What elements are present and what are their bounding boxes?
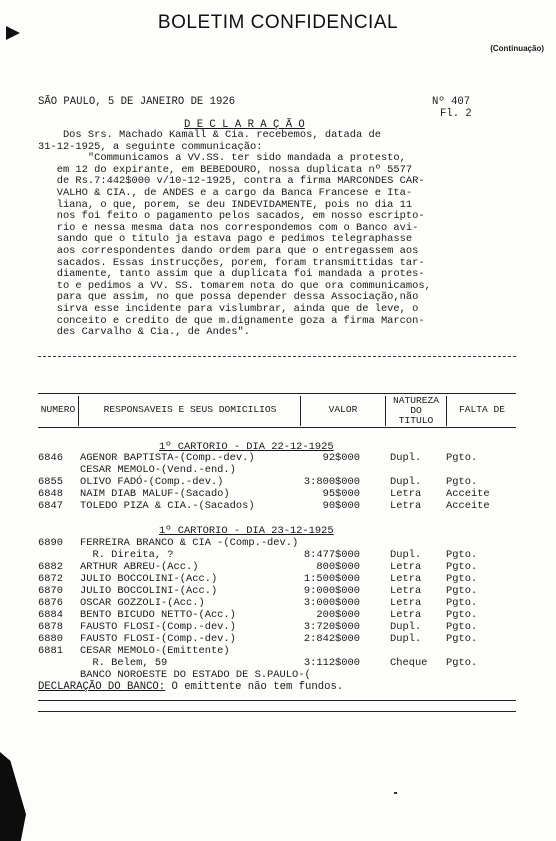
declaration-line: Dos Srs. Machado Kamall & Cia. recebemos, datada de [38, 129, 381, 141]
cell-numero: 6848 [38, 488, 63, 500]
cell-falta: Pgto. [446, 561, 478, 573]
cell-responsavel: CESAR MEMOLO-(Vend.-end.) [80, 464, 236, 476]
cell-natureza: Dupl. [390, 621, 422, 633]
declaration-line: "Communicamos a VV.SS. ter sido mandada a protesto, [38, 152, 406, 165]
cell-natureza: Letra [390, 585, 422, 597]
cell-valor: 3:720$000 [303, 621, 360, 633]
cell-responsavel: CESAR MEMOLO-(Emittente) [80, 645, 230, 657]
table-row [0, 633, 556, 645]
cell-falta: Acceite [446, 488, 490, 500]
cell-falta: Pgto. [446, 585, 478, 597]
cell-responsavel: R. Direita, ? [80, 549, 174, 561]
cell-falta: Pgto. [446, 549, 478, 561]
cell-responsavel: JULIO BOCCOLINI-(Acc.) [80, 585, 218, 597]
cell-responsavel: FAUSTO FLOSI-(Comp.-dev.) [80, 621, 236, 633]
column-divider [300, 396, 301, 426]
declaration-line: 31-12-1925, a seguinte communicação: [38, 140, 263, 153]
cell-numero: 6872 [38, 573, 63, 585]
table-row [0, 464, 556, 476]
declaration-line: sando que o titulo ja estava pago e pedimos telegraphasse [38, 233, 413, 246]
cell-falta: Pgto. [446, 609, 478, 621]
cell-natureza: Dupl. [390, 549, 422, 561]
cell-responsavel: TOLEDO PIZA & CIA.-(Sacados) [80, 500, 255, 512]
cell-numero: 6876 [38, 597, 63, 609]
declaration-heading: D E C L A R A Ç Ã O [184, 119, 305, 131]
cell-valor: 9:000$000 [303, 585, 360, 597]
cell-natureza: Letra [390, 500, 422, 512]
table-row [0, 669, 556, 681]
cell-natureza: Letra [390, 561, 422, 573]
cell-valor: 2:842$000 [303, 633, 360, 645]
cell-valor: 92$000 [322, 452, 360, 464]
table-row [0, 573, 556, 585]
cell-numero: 6880 [38, 633, 63, 645]
cell-valor: 95$000 [322, 488, 360, 500]
declaration-line: aos correspondentes dando ordem para que o entregassem aos [38, 244, 419, 257]
declaration-line: nos foi feito o pagamento pelos sacados, em nosso escripto- [38, 210, 425, 223]
cell-valor: 3:112$000 [303, 657, 360, 669]
table-row [0, 537, 556, 549]
cell-numero: 6855 [38, 476, 63, 488]
cell-valor: 3:000$000 [303, 597, 360, 609]
cell-natureza: Letra [390, 573, 422, 585]
page-title: BOLETIM CONFIDENCIAL [157, 12, 399, 33]
table-row [0, 561, 556, 573]
column-divider [78, 396, 79, 426]
sheet-number: Fl. 2 [440, 108, 472, 120]
cell-numero: 6882 [38, 561, 63, 573]
cell-responsavel: R. Belem, 59 [80, 657, 168, 669]
table-row [0, 597, 556, 609]
cell-responsavel: OSCAR GOZZOLI-(Acc.) [80, 597, 205, 609]
cell-responsavel: AGENOR BAPTISTA-(Comp.-dev.) [80, 452, 255, 464]
declaration-line: diamente, tanto assim que a duplicata foi mandada a protes- [38, 268, 425, 281]
bottom-rule [38, 711, 516, 712]
declaration-line: de Rs.7:442$000 v/10-12-1925, contra a firma MARCONDES CAR- [38, 175, 425, 188]
cell-natureza: Dupl. [390, 452, 422, 464]
column-divider [385, 396, 386, 426]
column-header-falta: FALTA DE [458, 404, 506, 415]
cell-falta: Pgto. [446, 621, 478, 633]
cell-valor: 8:477$000 [303, 549, 360, 561]
bank-declaration-label: DECLARAÇÃO DO BANCO: [38, 681, 166, 693]
bulletin-number: Nº 407 [432, 96, 471, 108]
cell-responsavel: FAUSTO FLOSI-(Comp.-dev.) [80, 633, 236, 645]
table-header-rule [38, 427, 516, 428]
cell-falta: Pgto. [446, 452, 478, 464]
declaration-line: to e pedimos a VV. SS. tomarem nota do que ora communicamos, [38, 279, 431, 292]
binding-shadow [0, 752, 26, 841]
cell-valor: 200$000 [316, 609, 360, 621]
table-row [0, 476, 556, 488]
continuation-label: (Continuação) [490, 44, 544, 53]
cell-numero: 6847 [38, 500, 63, 512]
declaration-line: des Carvalho & Cia., de Andes". [38, 326, 251, 339]
cell-numero: 6890 [38, 537, 63, 549]
table-row [0, 452, 556, 464]
cell-responsavel: OLIVO FADÓ-(Comp.-dev.) [80, 476, 224, 488]
cell-falta: Pgto. [446, 657, 478, 669]
declaration-line: liana, o que, porem, se deu INDEVIDAMENTE, pois no dia 11 [38, 198, 413, 211]
cell-numero: 6846 [38, 452, 63, 464]
table-top-rule [38, 393, 516, 394]
cell-natureza: Dupl. [390, 476, 422, 488]
table-row [0, 549, 556, 561]
table-row [0, 621, 556, 633]
cell-valor: 90$000 [322, 500, 360, 512]
bank-declaration [38, 681, 343, 693]
cell-numero: 6881 [38, 645, 63, 657]
table-row [0, 657, 556, 669]
cell-valor: 1:500$000 [303, 573, 360, 585]
cell-responsavel: FERREIRA BRANCO & CIA -(Comp.-dev.) [80, 537, 299, 549]
cell-falta: Pgto. [446, 476, 478, 488]
declaration-line: sacados. Essas instrucções, porem, foram transmittidas tar- [38, 256, 425, 269]
column-header-valor: VALOR [328, 404, 358, 415]
divider [38, 356, 516, 357]
cell-responsavel: JULIO BOCCOLINI-(Acc.) [80, 573, 218, 585]
cell-responsavel: BANCO NOROESTE DO ESTADO DE S.PAULO-( [80, 669, 311, 681]
column-header-numero: NUMERO [40, 404, 76, 415]
cell-natureza: Letra [390, 597, 422, 609]
cell-responsavel: BENTO BICUDO NETTO-(Acc.) [80, 609, 236, 621]
declaration-line: rio e nessa mesma data nos correspondemos com o Banco avi- [38, 221, 419, 234]
cell-numero: 6878 [38, 621, 63, 633]
cell-natureza: Cheque [390, 657, 428, 669]
cell-numero: 6870 [38, 585, 63, 597]
place-date: SÃO PAULO, 5 DE JANEIRO DE 1926 [38, 96, 236, 108]
section-heading: 1º CARTORIO - DIA 22-12-1925 [159, 441, 334, 453]
table-row [0, 488, 556, 500]
declaration-text [38, 130, 500, 339]
cell-natureza: Letra [390, 609, 422, 621]
cell-falta: Pgto. [446, 633, 478, 645]
declaration-line: em 12 do expirante, em BEBEDOURO, nossa duplicata nº 5577 [38, 163, 413, 176]
table-row [0, 645, 556, 657]
section-heading: 1º CARTORIO - DIA 23-12-1925 [159, 525, 334, 537]
table-row [0, 609, 556, 621]
column-header-responsaveis: RESPONSAVEIS E SEUS DOMICILIOS [103, 404, 277, 415]
declaration-line: sirva esse incidente para vislumbrar, ainda que de leve, o [38, 302, 419, 315]
table-row [0, 500, 556, 512]
cell-responsavel: NAIM DIAB MALUF-(Sacado) [80, 488, 230, 500]
declaration-line: VALHO & CIA., de ANDES e a cargo da Banca Francese e Ita- [38, 186, 413, 199]
paper-speck [394, 792, 397, 794]
cell-numero: 6884 [38, 609, 63, 621]
cell-responsavel: ARTHUR ABREU-(Acc.) [80, 561, 199, 573]
declaration-line: conceito e credito de que m.dignamente goza a firma Marcon- [38, 314, 425, 327]
cell-natureza: Dupl. [390, 633, 422, 645]
cell-falta: Pgto. [446, 597, 478, 609]
table-row [0, 585, 556, 597]
cell-falta: Pgto. [446, 573, 478, 585]
declaration-line: para que assim, no que possa depender dessa Associação,não [38, 291, 419, 304]
bottom-rule [38, 700, 516, 701]
column-header-natureza: NATUREZA DO TITULO [392, 395, 440, 426]
cell-valor: 800$000 [316, 561, 360, 573]
bank-declaration-text: O emittente não tem fundos. [165, 681, 344, 693]
cell-natureza: Letra [390, 488, 422, 500]
cell-valor: 3:800$000 [303, 476, 360, 488]
column-divider [446, 396, 447, 426]
cell-falta: Acceite [446, 500, 490, 512]
